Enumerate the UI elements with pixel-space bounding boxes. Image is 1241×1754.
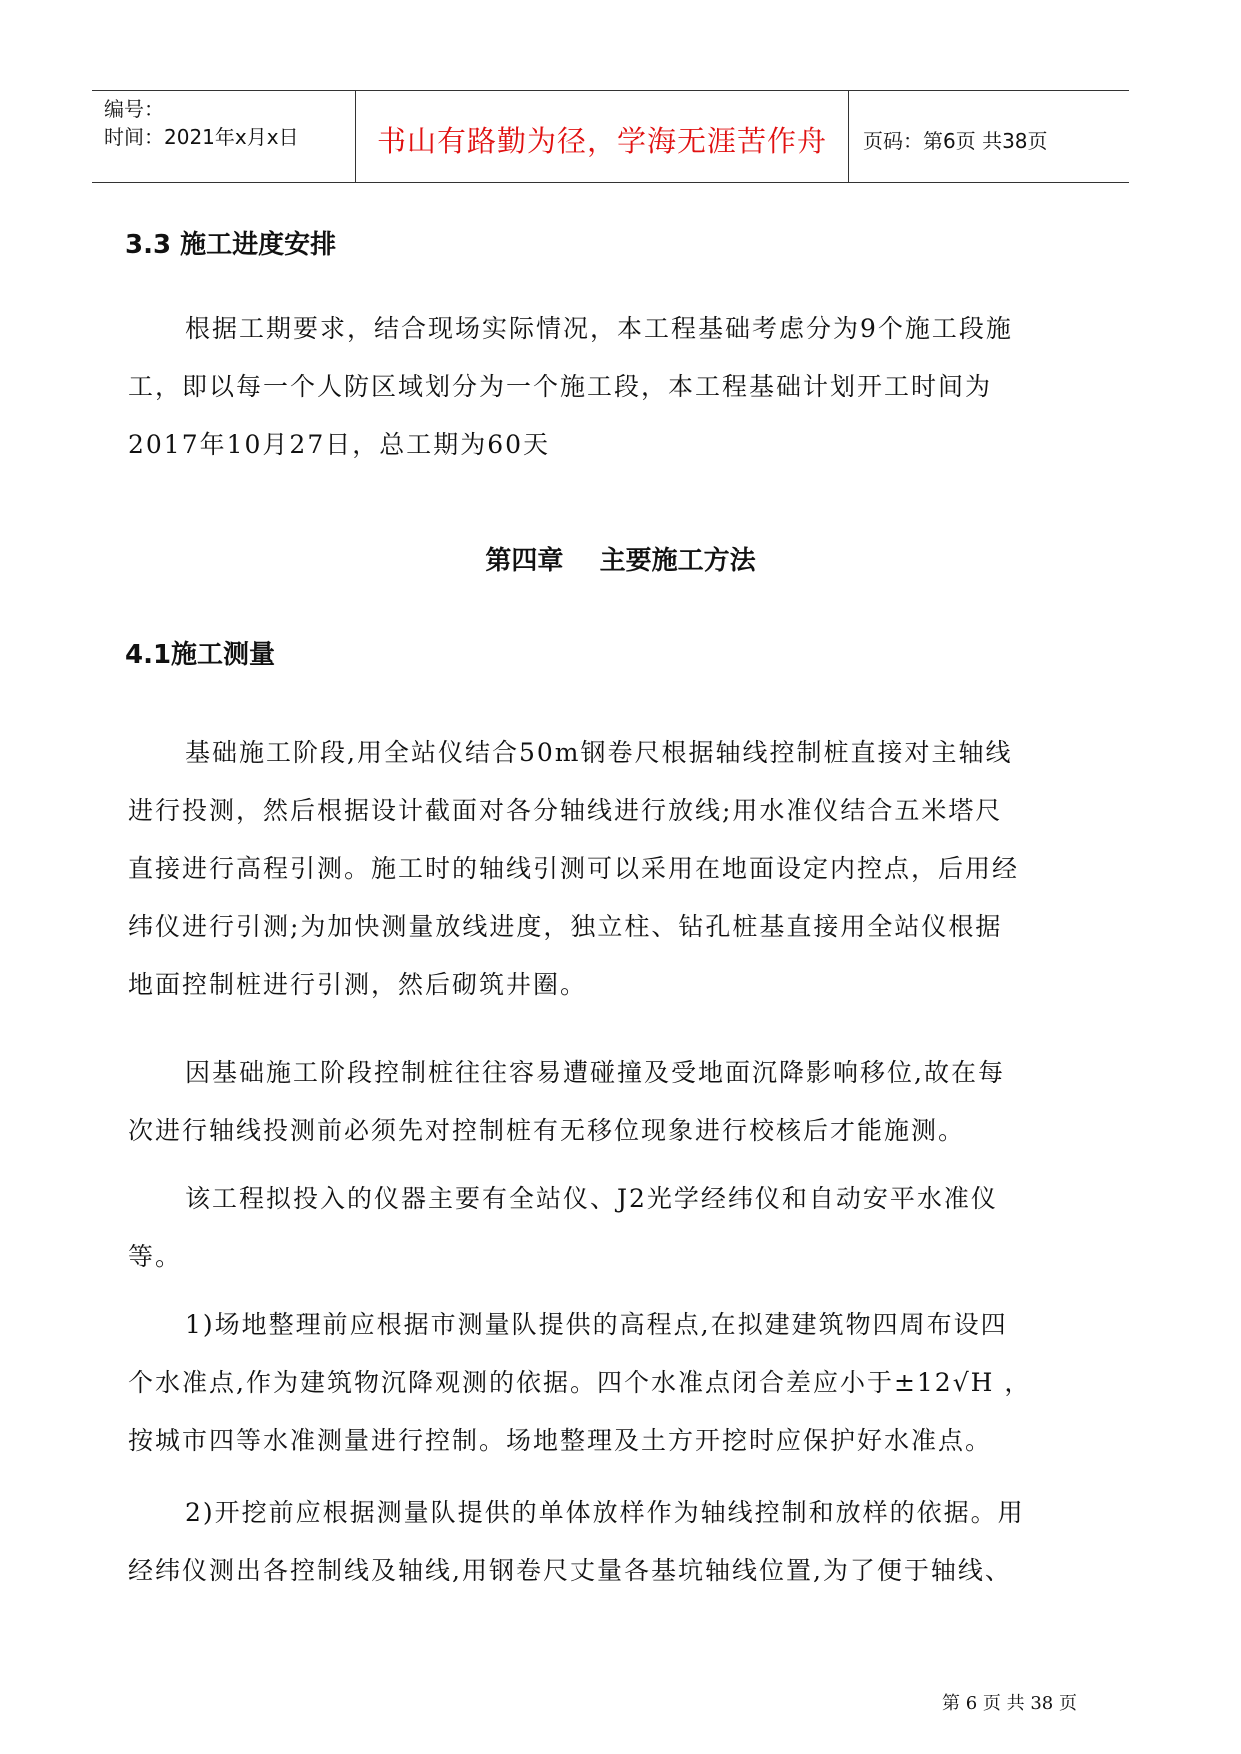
header-motto: 书山有路勤为径，学海无涯苦作舟 bbox=[376, 124, 827, 158]
header-meta bbox=[92, 91, 356, 182]
chapter-title: 第四章 主要施工方法 bbox=[485, 546, 756, 576]
section-4-1-paragraph-4 bbox=[128, 1305, 1088, 1479]
section-4-1-paragraph-3 bbox=[128, 1179, 1088, 1295]
section-4-1-paragraph-5 bbox=[128, 1493, 1088, 1609]
page-footer: 第 6 页 共 38 页 bbox=[942, 1693, 1077, 1714]
paragraph-line: 次进行轴线投测前必须先对控制桩有无移位现象进行校核后才能施测。 bbox=[128, 1116, 966, 1145]
page-header bbox=[92, 90, 1129, 183]
paragraph-line: 基础施工阶段,用全站仪结合50m钢卷尺根据轴线控制桩直接对主轴线 bbox=[185, 738, 1013, 767]
header-motto-cell bbox=[356, 91, 849, 182]
paragraph-line: 按城市四等水准测量进行控制。场地整理及土方开挖时应保护好水准点。 bbox=[128, 1426, 993, 1455]
section-3-3-heading: 3.3 施工进度安排 bbox=[125, 230, 337, 260]
header-page-info-cell bbox=[849, 91, 1129, 182]
document-number-label: 编号： bbox=[104, 97, 164, 121]
paragraph-line: 纬仪进行引测;为加快测量放线进度，独立柱、钻孔桩基直接用全站仪根据 bbox=[128, 912, 1003, 941]
paragraph-line: 等。 bbox=[128, 1242, 183, 1271]
paragraph-line: 直接进行高程引测。施工时的轴线引测可以采用在地面设定内控点，后用经 bbox=[128, 854, 1020, 883]
paragraph-line: 因基础施工阶段控制桩往往容易遭碰撞及受地面沉降影响移位,故在每 bbox=[185, 1058, 1005, 1087]
paragraph-line: 进行投测，然后根据设计截面对各分轴线进行放线;用水准仪结合五米塔尺 bbox=[128, 796, 1003, 825]
section-3-3-paragraph bbox=[128, 309, 1088, 483]
paragraph-line: 地面控制桩进行引测，然后砌筑井圈。 bbox=[128, 970, 588, 999]
section-4-1-heading: 4.1施工测量 bbox=[125, 640, 276, 670]
paragraph-line: 根据工期要求，结合现场实际情况，本工程基础考虑分为9个施工段施 bbox=[185, 314, 1013, 343]
section-4-1-paragraph-2 bbox=[128, 1053, 1088, 1169]
paragraph-line: 经纬仪测出各控制线及轴线,用钢卷尺丈量各基坑轴线位置,为了便于轴线、 bbox=[128, 1556, 1012, 1585]
section-4-1-paragraph-1 bbox=[128, 733, 1088, 1023]
paragraph-line: 个水准点,作为建筑物沉降观测的依据。四个水准点闭合差应小于±12√H ， bbox=[128, 1368, 1032, 1397]
document-time-label: 时间：2021年x月x日 bbox=[104, 125, 299, 149]
paragraph-line: 2)开挖前应根据测量队提供的单体放样作为轴线控制和放样的依据。用 bbox=[185, 1498, 1025, 1527]
paragraph-line: 2017年10月27日，总工期为60天 bbox=[128, 430, 551, 459]
header-page-info: 页码：第6页 共38页 bbox=[863, 129, 1048, 153]
paragraph-line: 工，即以每一个人防区域划分为一个施工段，本工程基础计划开工时间为 bbox=[128, 372, 993, 401]
paragraph-line: 1)场地整理前应根据市测量队提供的高程点,在拟建建筑物四周布设四 bbox=[185, 1310, 1008, 1339]
paragraph-line: 该工程拟投入的仪器主要有全站仪、J2光学经纬仪和自动安平水准仪 bbox=[185, 1184, 998, 1213]
